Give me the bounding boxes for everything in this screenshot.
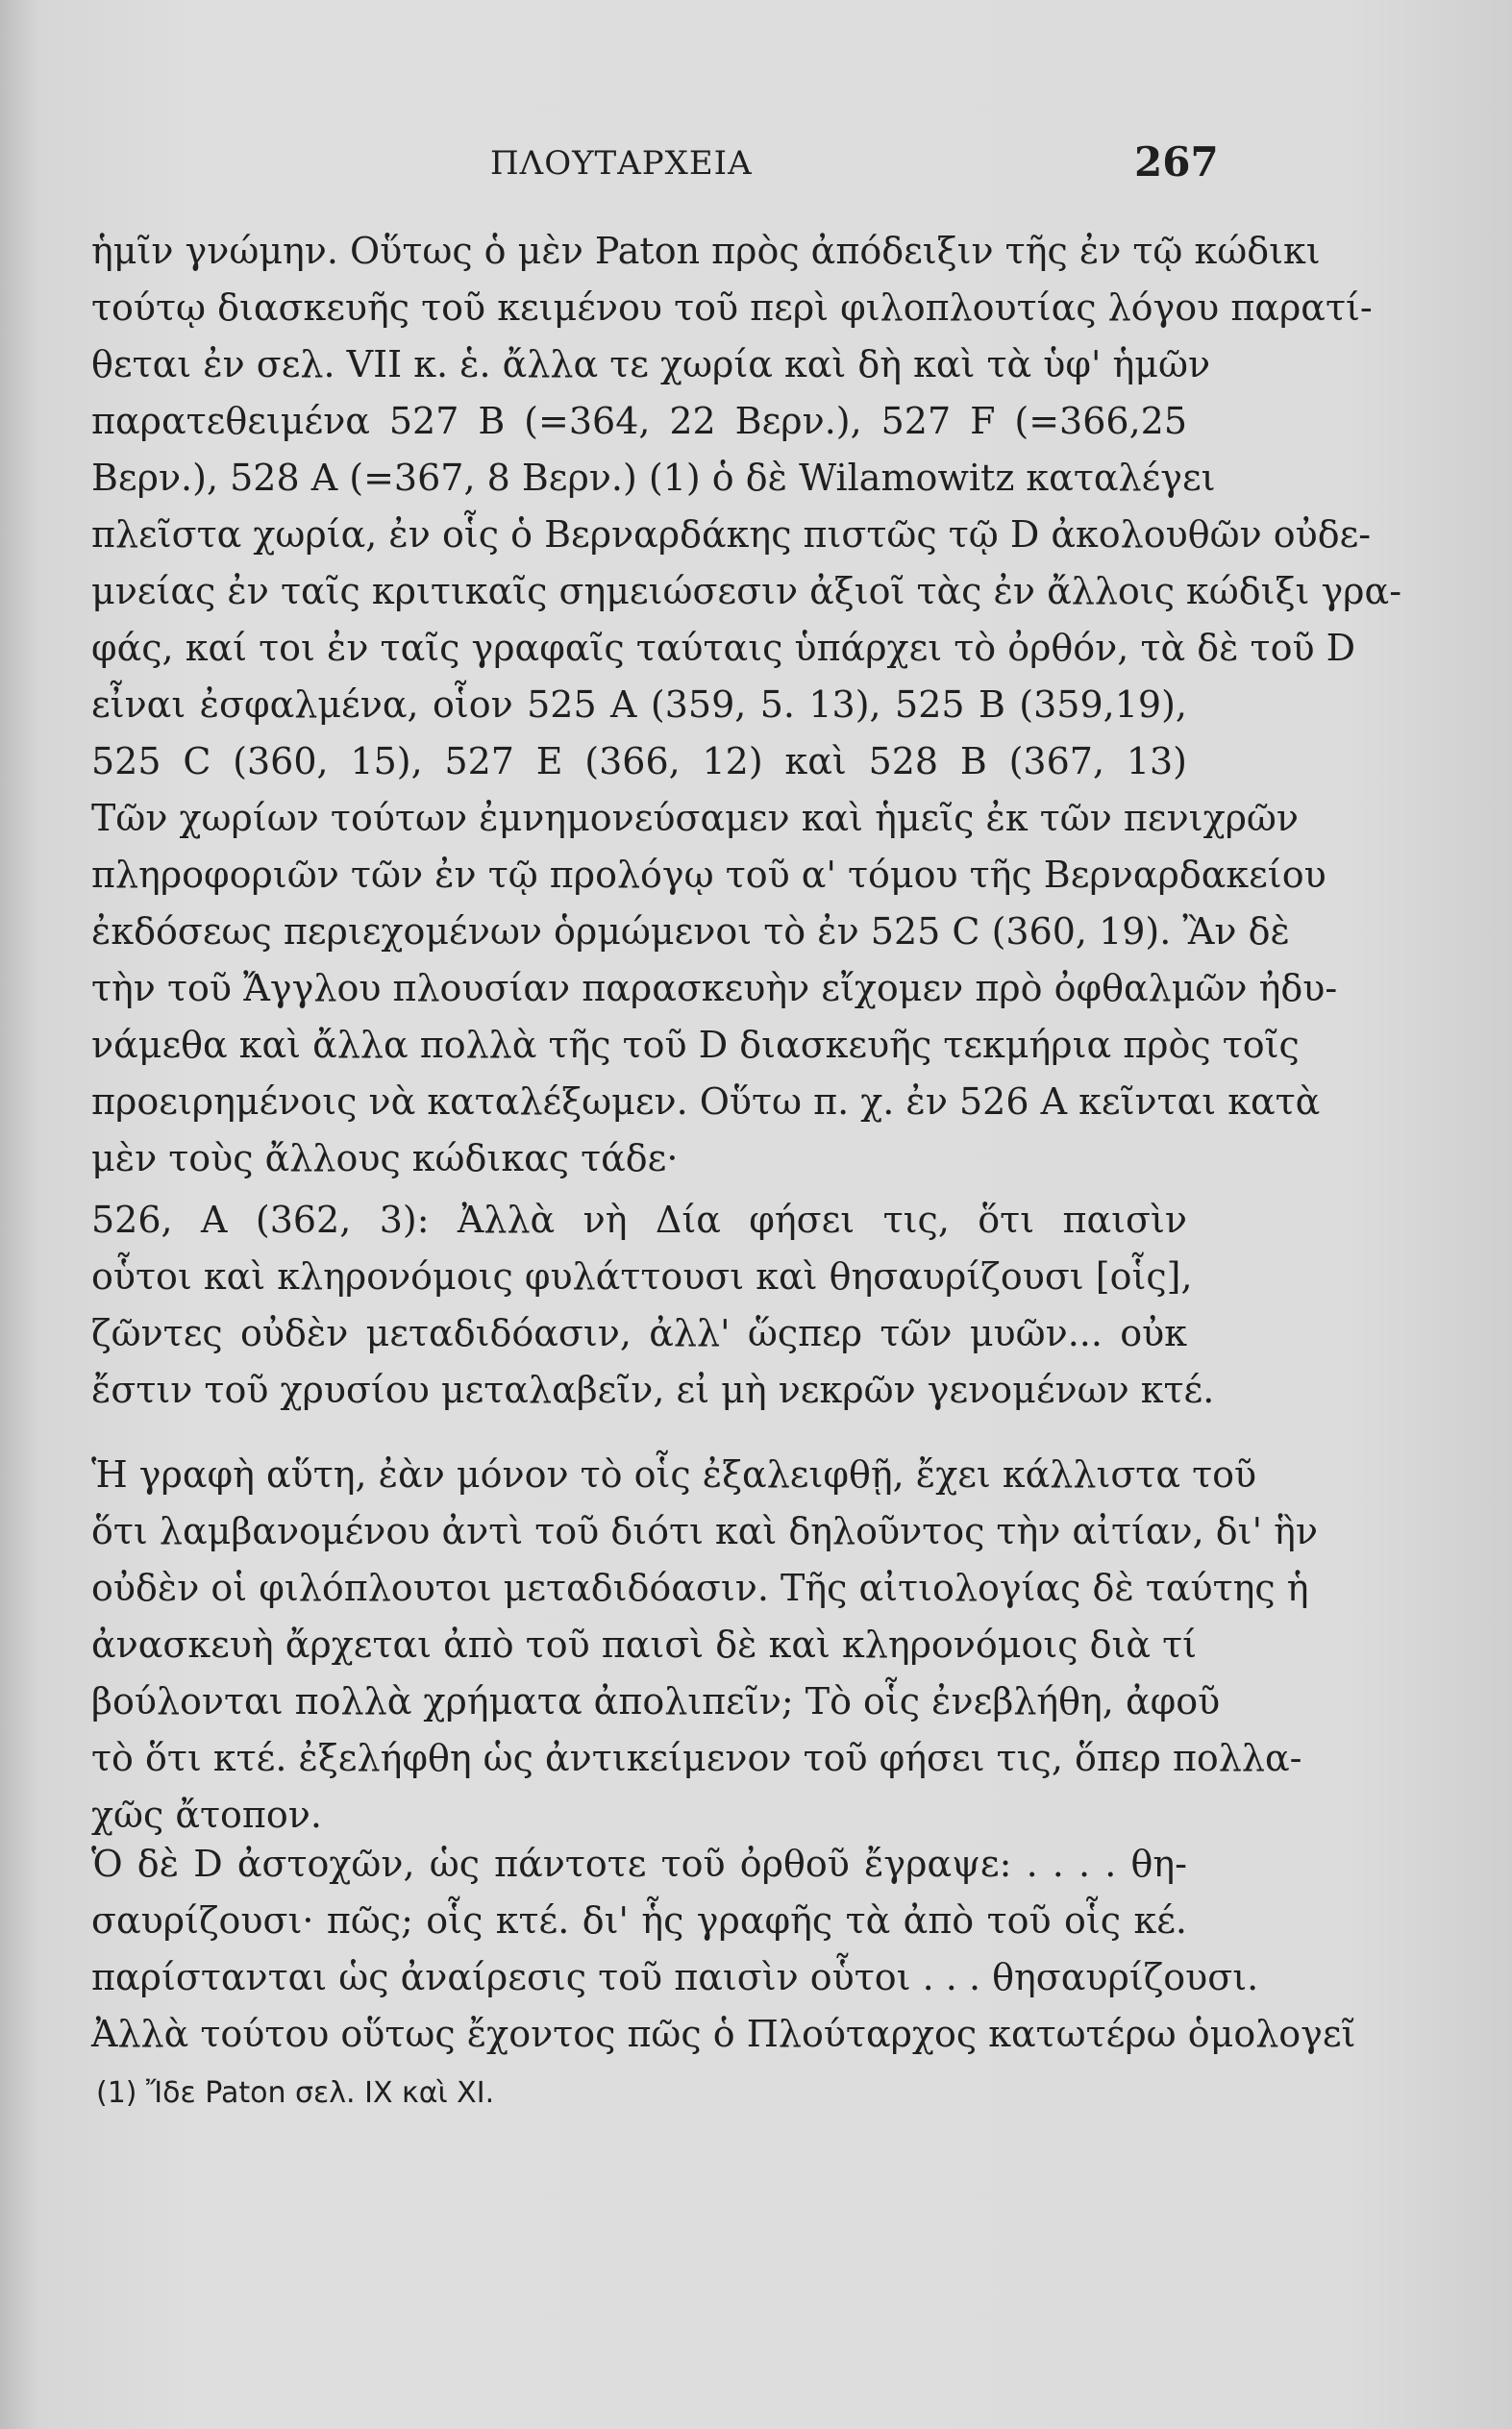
quotation	[91, 1192, 1215, 1419]
text-line: παρατεθειμένα 527 Β (=364, 22 Βερν.), 527 F (=366,25	[91, 400, 1187, 442]
paragraph-3	[91, 1836, 1356, 2063]
text-line: πληροφοριῶν τῶν ἐν τῷ προλόγῳ τοῦ α' τόμου τῆς Βερναρδακείου	[91, 854, 1326, 896]
text-line: ἐκδόσεως περιεχομένων ὁρμώμενοι τὸ ἐν 525 C (360, 19). Ἂν δὲ	[91, 910, 1290, 953]
text-line: ζῶντες οὐδὲν μεταδιδόασιν, ἀλλ' ὥςπερ τῶν μυῶν... οὐκ	[91, 1312, 1187, 1354]
text-line: ἡμῖν γνώμην. Οὕτως ὁ μὲν Paton πρὸς ἀπόδειξιν τῆς ἐν τῷ κώδικι	[91, 230, 1321, 272]
text-line: 526, Α (362, 3): Ἀλλὰ νὴ Δία φήσει τις, ὅτι παισὶν	[91, 1199, 1187, 1241]
text-line: Βερν.), 528 Α (=367, 8 Βερν.) (1) ὁ δὲ Wilamowitz καταλέγει	[91, 457, 1216, 499]
text-line: οὗτοι καὶ κληρονόμοις φυλάττουσι καὶ θησαυρίζουσι [οἷς],	[91, 1255, 1193, 1298]
text-line: 525 C (360, 15), 527 Ε (366, 12) καὶ 528 Β (367, 13)	[91, 740, 1187, 782]
page-header	[0, 138, 1512, 202]
text-line: βούλονται πολλὰ χρήματα ἀπολιπεῖν; Τὸ οἷς ἐνεβλήθη, ἀφοῦ	[91, 1680, 1221, 1723]
text-line: μνείας ἐν ταῖς κριτικαῖς σημειώσεσιν ἀξιοῖ τὰς ἐν ἄλλοις κώδιξι γρα-	[91, 570, 1402, 612]
text-line: θεται ἐν σελ. VII κ. ἑ. ἄλλα τε χωρία καὶ δὴ καὶ τὰ ὑφ' ἡμῶν	[91, 343, 1211, 385]
text-line: οὐδὲν οἱ φιλόπλουτοι μεταδιδόασιν. Τῆς αἰτιολογίας δὲ ταύτης ἡ	[91, 1567, 1309, 1609]
paragraph-2	[91, 1447, 1318, 1844]
text-line: τὸ ὅτι κτέ. ἐξελήφθη ὡς ἀντικείμενον τοῦ φήσει τις, ὅπερ πολλα-	[91, 1737, 1302, 1779]
text-line: Ἡ γραφὴ αὕτη, ἐὰν μόνον τὸ οἷς ἐξαλειφθῇ, ἔχει κάλλιστα τοῦ	[91, 1453, 1257, 1496]
text-line: παρίστανται ὡς ἀναίρεσις τοῦ παισὶν οὗτοι . . . θησαυρίζουσι.	[91, 1956, 1259, 1998]
text-line: μὲν τοὺς ἄλλους κώδικας τάδε·	[91, 1137, 679, 1179]
footnote: (1) Ἴδε Paton σελ. IX καὶ XI.	[96, 2076, 495, 2110]
text-line: φάς, καί τοι ἐν ταῖς γραφαῖς ταύταις ὑπάρχει τὸ ὀρθόν, τὰ δὲ τοῦ D	[91, 627, 1356, 669]
text-line: τὴν τοῦ Ἄγγλου πλουσίαν παρασκευὴν εἴχομεν πρὸ ὀφθαλμῶν ἠδυ-	[91, 967, 1338, 1009]
text-line: ἀνασκευὴ ἄρχεται ἀπὸ τοῦ παισὶ δὲ καὶ κληρονόμοις διὰ τί	[91, 1623, 1198, 1666]
text-line: εἶναι ἐσφαλμένα, οἷον 525 Α (359, 5. 13), 525 Β (359,19),	[91, 683, 1187, 726]
text-line: χῶς ἄτοπον.	[91, 1794, 322, 1836]
text-line: Ὁ δὲ D ἀστοχῶν, ὡς πάντοτε τοῦ ὀρθοῦ ἔγραψε: . . . . θη-	[91, 1843, 1187, 1885]
text-line: τούτῳ διασκευῆς τοῦ κειμένου τοῦ περὶ φιλοπλουτίας λόγου παρατί-	[91, 286, 1373, 329]
text-line: προειρημένοις νὰ καταλέξωμεν. Οὕτω π. χ. ἐν 526 Α κεῖνται κατὰ	[91, 1080, 1321, 1123]
paragraph-1	[91, 223, 1402, 1187]
page-number: 267	[1134, 138, 1219, 186]
text-line: πλεῖστα χωρία, ἐν οἷς ὁ Βερναρδάκης πιστῶς τῷ D ἀκολουθῶν οὐδε-	[91, 513, 1372, 556]
text-line: Τῶν χωρίων τούτων ἐμνημονεύσαμεν καὶ ἡμεῖς ἐκ τῶν πενιχρῶν	[91, 797, 1300, 839]
text-line: νάμεθα καὶ ἄλλα πολλὰ τῆς τοῦ D διασκευῆς τεκμήρια πρὸς τοῖς	[91, 1024, 1300, 1066]
running-head: ΠΛΟΥΤΑΡΧΕΙΑ	[490, 144, 753, 183]
text-line: ἔστιν τοῦ χρυσίου μεταλαβεῖν, εἰ μὴ νεκρῶν γενομένων κτέ.	[91, 1369, 1215, 1411]
text-line: Ἀλλὰ τούτου οὕτως ἔχοντος πῶς ὁ Πλούταρχος κατωτέρω ὁμολογεῖ	[91, 2013, 1356, 2055]
text-line: ὅτι λαμβανομένου ἀντὶ τοῦ διότι καὶ δηλοῦντος τὴν αἰτίαν, δι' ἣν	[91, 1510, 1318, 1552]
text-line: σαυρίζουσι· πῶς; οἷς κτέ. δι' ἧς γραφῆς τὰ ἀπὸ τοῦ οἷς κέ.	[91, 1899, 1187, 1942]
